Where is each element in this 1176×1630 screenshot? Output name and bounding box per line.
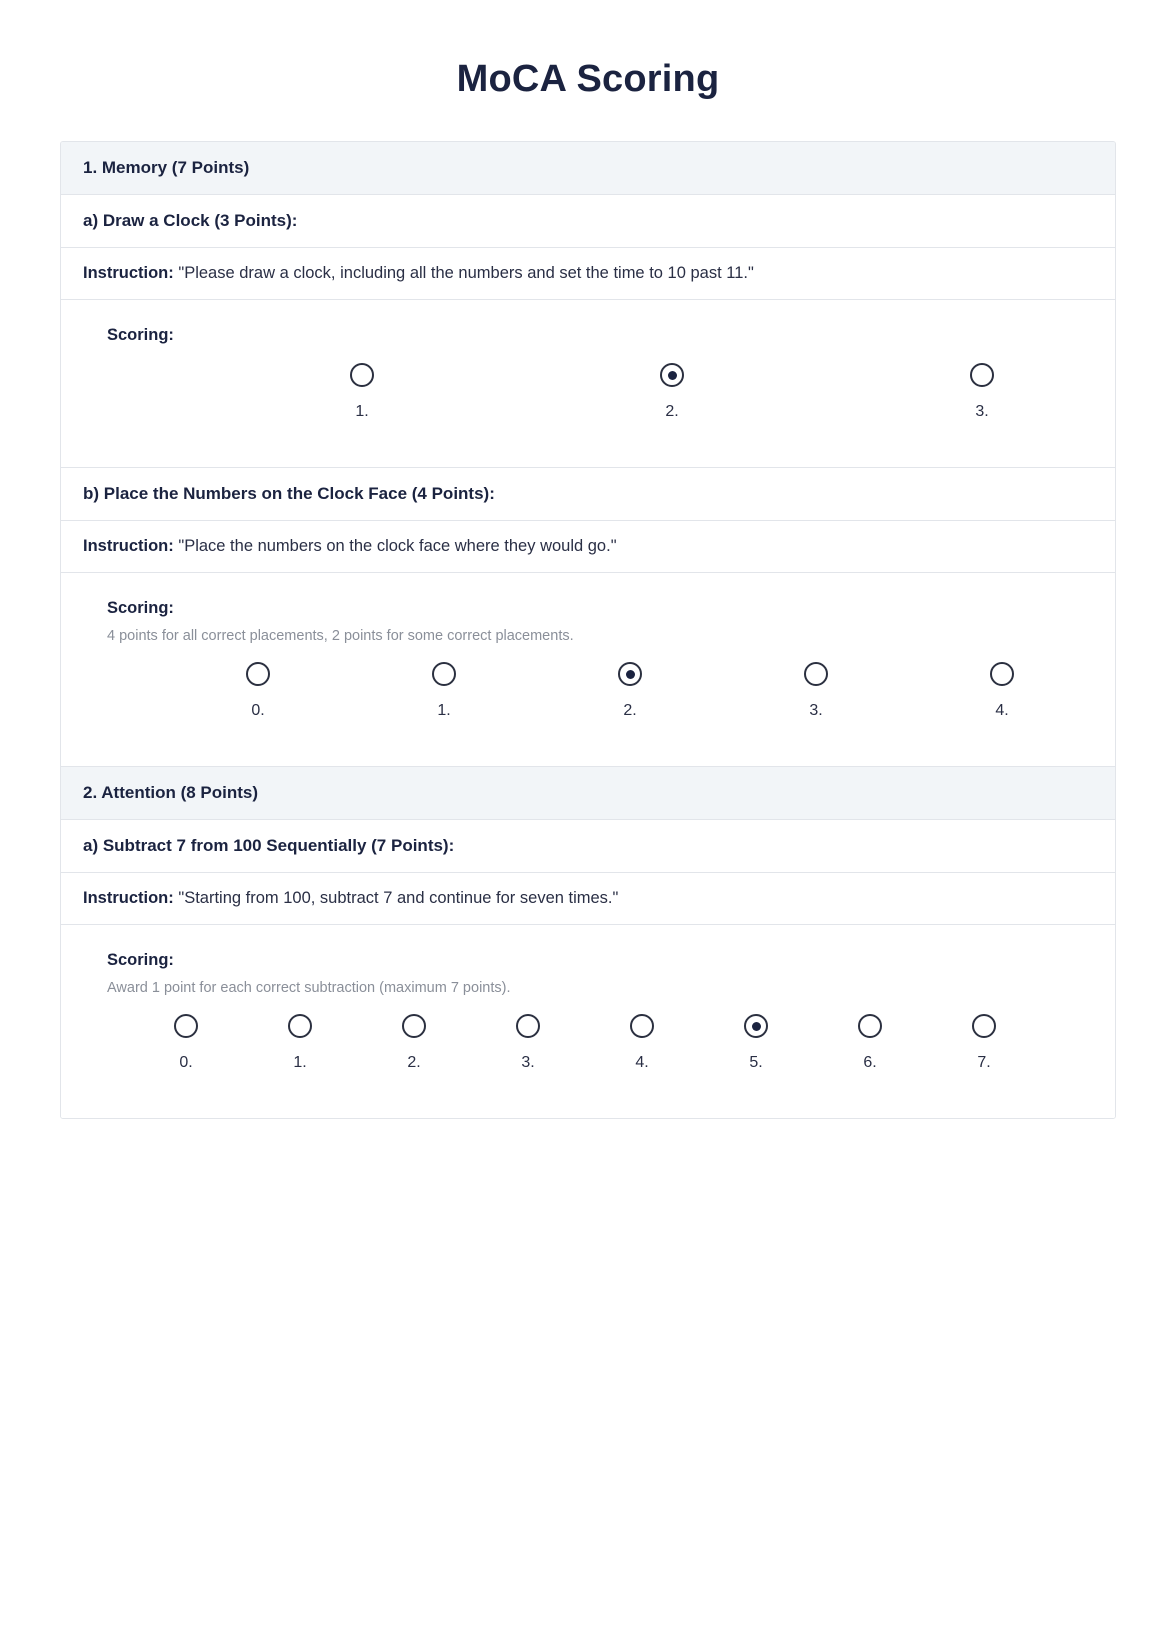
scoring-form <box>60 141 1116 1119</box>
radio-option[interactable] <box>909 662 1095 720</box>
radio-option-label: 1. <box>355 403 369 420</box>
radio-option-label: 1. <box>437 702 451 719</box>
radio-icon[interactable] <box>972 1014 996 1038</box>
radio-option[interactable] <box>129 1014 243 1072</box>
radio-icon[interactable] <box>288 1014 312 1038</box>
radio-option[interactable] <box>813 1014 927 1072</box>
radio-icon[interactable] <box>804 662 828 686</box>
instruction-lead: Instruction: <box>83 889 174 907</box>
radio-group-draw-a-clock <box>107 363 1093 421</box>
instruction-subtract-7 <box>61 873 1115 925</box>
radio-icon[interactable] <box>516 1014 540 1038</box>
radio-option[interactable] <box>471 1014 585 1072</box>
radio-option[interactable] <box>585 1014 699 1072</box>
radio-option-label: 2. <box>407 1054 421 1071</box>
radio-option[interactable] <box>243 1014 357 1072</box>
scoring-block-subtract-7 <box>61 925 1115 1118</box>
instruction-text: "Please draw a clock, including all the numbers and set the time to 10 past 11." <box>178 264 754 282</box>
radio-option[interactable] <box>927 1014 1041 1072</box>
radio-option-label: 0. <box>251 702 265 719</box>
radio-option-label: 0. <box>179 1054 193 1071</box>
scoring-block-place-numbers <box>61 573 1115 767</box>
radio-group-subtract-7 <box>107 1014 1093 1072</box>
radio-option[interactable] <box>723 662 909 720</box>
radio-option[interactable] <box>827 363 1116 421</box>
radio-option-label: 1. <box>293 1054 307 1071</box>
section-header-attention: 2. Attention (8 Points) <box>61 767 1115 820</box>
radio-option[interactable] <box>207 363 517 421</box>
radio-icon-selected[interactable] <box>618 662 642 686</box>
radio-option-label: 7. <box>977 1054 991 1071</box>
instruction-lead: Instruction: <box>83 264 174 282</box>
radio-option[interactable] <box>517 363 827 421</box>
radio-option[interactable] <box>357 1014 471 1072</box>
radio-option-label: 4. <box>995 702 1009 719</box>
instruction-text: "Place the numbers on the clock face where they would go." <box>178 537 617 555</box>
instruction-place-numbers <box>61 521 1115 573</box>
subsection-header-place-numbers: b) Place the Numbers on the Clock Face (4 Points): <box>61 468 1115 521</box>
subsection-header-draw-a-clock: a) Draw a Clock (3 Points): <box>61 195 1115 248</box>
radio-option-label: 3. <box>975 403 989 420</box>
radio-icon[interactable] <box>630 1014 654 1038</box>
radio-icon[interactable] <box>246 662 270 686</box>
radio-option[interactable] <box>699 1014 813 1072</box>
scoring-block-draw-a-clock <box>61 300 1115 468</box>
scoring-note: Award 1 point for each correct subtraction (maximum 7 points). <box>107 980 511 996</box>
scoring-note: 4 points for all correct placements, 2 points for some correct placements. <box>107 628 574 644</box>
scoring-label: Scoring: <box>107 599 174 617</box>
radio-option-label: 6. <box>863 1054 877 1071</box>
radio-option[interactable] <box>351 662 537 720</box>
radio-option-label: 2. <box>623 702 637 719</box>
radio-option-label: 2. <box>665 403 679 420</box>
radio-option-label: 5. <box>749 1054 763 1071</box>
instruction-draw-a-clock <box>61 248 1115 300</box>
radio-icon[interactable] <box>970 363 994 387</box>
radio-option-label: 3. <box>809 702 823 719</box>
radio-icon-selected[interactable] <box>744 1014 768 1038</box>
radio-icon[interactable] <box>350 363 374 387</box>
radio-icon[interactable] <box>432 662 456 686</box>
radio-icon-selected[interactable] <box>660 363 684 387</box>
section-header-memory: 1. Memory (7 Points) <box>61 142 1115 195</box>
instruction-lead: Instruction: <box>83 537 174 555</box>
radio-icon[interactable] <box>174 1014 198 1038</box>
radio-icon[interactable] <box>990 662 1014 686</box>
scoring-label: Scoring: <box>107 326 174 344</box>
radio-option[interactable] <box>165 662 351 720</box>
subsection-header-subtract-7: a) Subtract 7 from 100 Sequentially (7 Points): <box>61 820 1115 873</box>
scoring-label: Scoring: <box>107 951 174 969</box>
radio-group-place-numbers <box>107 662 1093 720</box>
instruction-text: "Starting from 100, subtract 7 and continue for seven times." <box>178 889 619 907</box>
radio-icon[interactable] <box>402 1014 426 1038</box>
page-title: MoCA Scoring <box>456 58 720 100</box>
radio-option-label: 3. <box>521 1054 535 1071</box>
radio-icon[interactable] <box>858 1014 882 1038</box>
radio-option[interactable] <box>537 662 723 720</box>
radio-option-label: 4. <box>635 1054 649 1071</box>
